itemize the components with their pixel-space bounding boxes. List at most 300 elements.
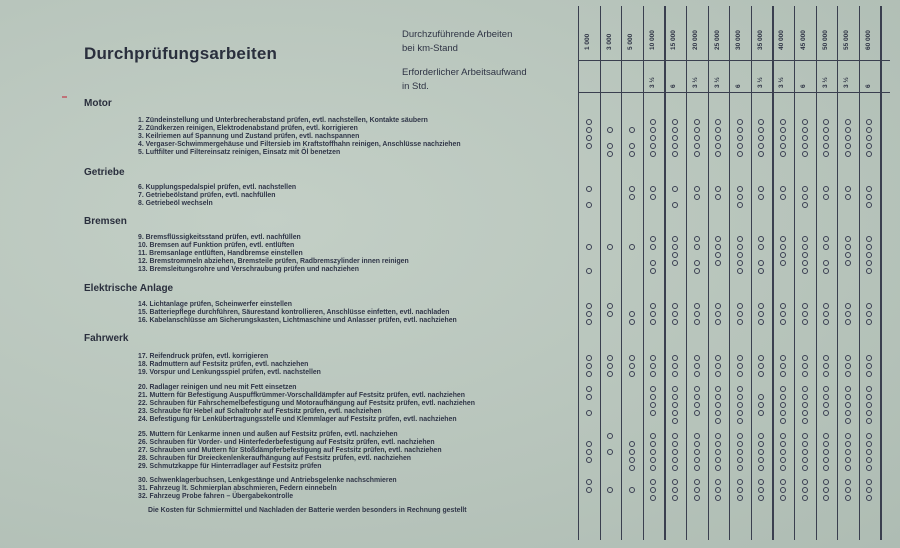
check-circle [694,495,700,501]
check-circle [823,457,829,463]
check-circle [802,236,808,242]
check-circle [758,244,764,250]
check-circle [758,394,764,400]
check-circle [672,371,678,377]
check-circle [780,135,786,141]
check-circle [672,151,678,157]
check-circle [629,457,635,463]
check-circle [845,303,851,309]
effort-value: 3 ½ [713,77,721,88]
effort-column-header [817,64,835,88]
effort-column-header [773,64,791,88]
check-circle [694,449,700,455]
km-column-header [752,20,770,50]
check-circle [607,311,613,317]
check-circle [866,441,872,447]
check-circle [758,402,764,408]
effort-column-header [579,64,597,88]
check-circle [715,127,721,133]
check-circle [607,151,613,157]
check-circle [845,465,851,471]
list-item: 19. Vorspur und Lenkungsspiel prüfen, evtl. nachstellen [138,369,321,377]
check-circle [650,449,656,455]
check-circle [758,487,764,493]
check-circle [802,418,808,424]
check-circle [866,410,872,416]
check-circle [607,371,613,377]
check-circle [672,457,678,463]
check-circle [586,449,592,455]
check-circle [823,449,829,455]
check-circle [802,363,808,369]
check-circle [758,311,764,317]
check-circle [823,441,829,447]
check-circle [866,244,872,250]
km-column-header [622,20,640,50]
check-circle [823,371,829,377]
check-circle [780,260,786,266]
check-circle [758,441,764,447]
check-circle [845,194,851,200]
check-circle [866,433,872,439]
check-circle [758,303,764,309]
check-circle [845,252,851,258]
check-circle [866,202,872,208]
check-circle [758,236,764,242]
check-circle [607,433,613,439]
check-circle [845,363,851,369]
check-circle [780,371,786,377]
effort-column-header [687,64,705,88]
effort-value: 3 ½ [778,77,786,88]
check-circle [866,236,872,242]
check-circle [823,311,829,317]
check-circle [823,319,829,325]
check-circle [780,252,786,258]
km-value: 30 000 [735,30,743,50]
list-item: 14. Lichtanlage prüfen, Scheinwerfer einstellen [138,301,292,308]
check-circle [823,143,829,149]
check-circle [629,371,635,377]
check-circle [607,127,613,133]
check-circle [737,319,743,325]
check-circle [866,303,872,309]
check-circle [715,311,721,317]
check-circle [823,487,829,493]
check-circle [650,143,656,149]
check-circle [672,495,678,501]
check-circle [694,194,700,200]
check-circle [802,135,808,141]
effort-column-header [601,64,619,88]
effort-value: 3 ½ [821,77,829,88]
check-circle [650,479,656,485]
list-item: 29. Schmutzkappe für Hinterradlager auf Festsitz prüfen [138,463,322,471]
check-circle [694,143,700,149]
check-circle [715,465,721,471]
header-line-2: bei km-Stand [402,43,458,54]
check-circle [586,355,592,361]
check-circle [737,363,743,369]
list-item: 9. Bremsflüssigkeitsstand prüfen, evtl. nachfüllen [138,234,301,241]
check-circle [780,151,786,157]
check-circle [672,186,678,192]
check-circle [823,465,829,471]
check-circle [694,186,700,192]
check-circle [650,260,656,266]
km-value: 15 000 [670,30,678,50]
check-circle [715,394,721,400]
km-column-header [795,20,813,50]
check-circle [586,386,592,392]
list-item: 8. Getriebeöl wechseln [138,200,213,208]
check-circle [802,119,808,125]
list-item: 13. Bremsleitungsrohre und Verschraubung prüfen und nachziehen [138,266,359,274]
page-title: Durchprüfungsarbeiten [84,44,278,63]
check-circle [780,465,786,471]
check-circle [866,487,872,493]
check-circle [802,143,808,149]
check-circle [629,355,635,361]
items-motor [138,117,461,157]
check-circle [672,303,678,309]
check-circle [650,303,656,309]
check-circle [823,135,829,141]
check-circle [866,386,872,392]
check-circle [629,311,635,317]
check-circle [607,449,613,455]
check-circle [672,119,678,125]
check-circle [823,244,829,250]
check-circle [823,186,829,192]
grid-line [880,6,881,540]
check-circle [737,268,743,274]
check-circle [802,433,808,439]
check-circle [694,135,700,141]
check-circle [715,363,721,369]
check-circle [866,449,872,455]
check-circle [650,236,656,242]
check-circle [780,319,786,325]
check-circle [758,495,764,501]
check-circle [845,479,851,485]
check-circle [802,194,808,200]
check-circle [607,355,613,361]
check-circle [802,410,808,416]
check-circle [845,143,851,149]
check-circle [650,441,656,447]
km-value: 20 000 [692,30,699,50]
check-circle [845,418,851,424]
list-item: 17. Reifendruck prüfen, evtl. korrigieren [138,353,269,360]
check-circle [823,303,829,309]
check-circle [650,186,656,192]
check-circle [823,410,829,416]
check-circle [780,186,786,192]
list-item: 24. Befestigung für Lenkübertragungsstelle und Klemmlager auf Festsitz prüfen, evtl. nachziehen [138,416,457,424]
effort-column-header [795,64,813,88]
check-circle [802,465,808,471]
check-circle [845,402,851,408]
items-fahrwerk-a [138,353,321,377]
check-circle [780,495,786,501]
check-circle [758,268,764,274]
check-circle [866,127,872,133]
check-circle [586,479,592,485]
check-circle [694,119,700,125]
check-circle [650,487,656,493]
check-circle [629,487,635,493]
check-circle [650,355,656,361]
check-circle [672,394,678,400]
check-circle [758,371,764,377]
check-circle [715,371,721,377]
check-circle [586,410,592,416]
check-circle [672,386,678,392]
check-circle [758,355,764,361]
check-circle [586,363,592,369]
check-circle [737,244,743,250]
check-circle [672,465,678,471]
check-circle [802,127,808,133]
check-circle [715,355,721,361]
check-circle [737,394,743,400]
list-item: 21. Muttern für Befestigung Auspuffkrümmer-Vorschalldämpfer auf Festsitz prüfen, evtl. nachziehen [138,392,465,400]
items-fahrwerk-c [138,431,442,471]
check-circle [866,457,872,463]
check-circle [780,402,786,408]
section-motor: Motor [84,98,112,109]
effort-value: 3 ½ [756,77,764,88]
check-circle [737,119,743,125]
km-column-header [644,20,662,50]
check-circle [802,252,808,258]
check-circle [737,465,743,471]
check-circle [866,143,872,149]
check-circle [802,202,808,208]
check-circle [758,465,764,471]
check-circle [758,119,764,125]
section-bremsen: Bremsen [84,216,127,227]
check-circle [694,410,700,416]
section-elektrik: Elektrische Anlage [84,283,174,294]
check-circle [586,441,592,447]
check-circle [715,319,721,325]
check-circle [866,151,872,157]
check-circle [780,479,786,485]
check-circle [737,418,743,424]
check-circle [650,119,656,125]
check-circle [737,194,743,200]
check-circle [586,303,592,309]
check-circle [586,143,592,149]
check-circle [629,127,635,133]
check-circle [780,410,786,416]
check-circle [650,402,656,408]
check-circle [737,402,743,408]
km-value: 40 000 [778,30,786,50]
list-item: 7. Getriebeölstand prüfen, evtl. nachfüllen [138,192,276,200]
check-circle [845,236,851,242]
check-circle [758,135,764,141]
check-circle [758,410,764,416]
check-circle [672,311,678,317]
items-bremsen [138,234,409,274]
list-item: 26. Schrauben für Vorder- und Hinterfederbefestigung auf Festsitz prüfen, evtl. nachziehen [138,439,435,447]
check-circle [650,268,656,274]
check-circle [650,127,656,133]
check-circle [629,186,635,192]
check-circle [650,194,656,200]
check-circle [694,151,700,157]
check-circle [672,236,678,242]
check-circle [586,135,592,141]
check-circle [586,186,592,192]
check-circle [672,143,678,149]
check-circle [694,355,700,361]
check-circle [845,127,851,133]
check-circle [694,479,700,485]
check-circle [607,363,613,369]
list-item: 2. Zündkerzen reinigen, Elektrodenabstand prüfen, evtl. korrigieren [138,125,358,133]
check-circle [845,433,851,439]
check-circle [737,386,743,392]
check-circle [672,402,678,408]
check-circle [586,394,592,400]
check-circle [866,479,872,485]
check-circle [737,236,743,242]
check-circle [823,268,829,274]
check-circle [737,441,743,447]
effort-column-header [752,64,770,88]
effort-column-header [730,64,748,88]
check-circle [694,394,700,400]
km-column-header [601,20,619,50]
check-circle [866,394,872,400]
check-circle [715,487,721,493]
check-circle [758,449,764,455]
check-circle [715,236,721,242]
check-circle [823,151,829,157]
km-value: 1 000 [584,33,591,50]
check-circle [650,386,656,392]
list-item: 23. Schraube für Hebel auf Schaltrohr auf Festsitz prüfen, evtl. nachziehen [138,408,382,416]
check-circle [866,465,872,471]
check-circle [607,487,613,493]
check-circle [737,433,743,439]
list-item: 30. Schwenklagerbuchsen, Lenkgestänge und Antriebsgelenke nachschmieren [138,477,397,484]
check-circle [866,186,872,192]
effort-value: 6 [670,84,678,88]
check-circle [586,319,592,325]
check-circle [845,457,851,463]
check-circle [758,363,764,369]
check-circle [866,252,872,258]
km-value: 35 000 [756,30,764,50]
check-circle [586,119,592,125]
check-circle [802,260,808,266]
km-column-header [709,20,727,50]
check-circle [694,386,700,392]
check-circle [845,260,851,266]
check-circle [780,433,786,439]
effort-column-header [860,64,878,88]
check-circle [650,363,656,369]
check-circle [715,433,721,439]
check-circle [715,303,721,309]
check-circle [586,487,592,493]
check-circle [586,457,592,463]
check-circle [780,119,786,125]
check-circle [866,319,872,325]
check-circle [802,487,808,493]
header-line-3: Erforderlicher Arbeitsaufwand [402,67,527,78]
check-circle [694,236,700,242]
check-circle [694,465,700,471]
check-circle [715,119,721,125]
red-mark [62,96,67,98]
check-circle [802,495,808,501]
check-circle [715,495,721,501]
list-item: 11. Bremsanlage entlüften, Handbremse einstellen [138,250,303,258]
list-item: 6. Kupplungspedalspiel prüfen, evtl. nachstellen [138,184,297,191]
check-circle [694,268,700,274]
list-item: 15. Batteriepflege durchführen, Säurestand kontrollieren, Anschlüsse einfetten, evtl. nachladen [138,309,450,317]
header-bottom-line [578,92,890,93]
list-item: 25. Muttern für Lenkarme innen und außen auf Festsitz prüfen, evtl. nachziehen [138,431,398,438]
check-circle [737,135,743,141]
check-circle [650,135,656,141]
check-circle [758,260,764,266]
check-circle [737,252,743,258]
check-circle [737,143,743,149]
section-getriebe: Getriebe [84,167,125,178]
check-circle [845,244,851,250]
check-circle [866,402,872,408]
list-item: 12. Bremstrommeln abziehen, Bremsteile prüfen, Radbremszylinder innen reinigen [138,258,409,266]
check-circle [802,394,808,400]
check-circle [866,268,872,274]
items-getriebe [138,184,296,208]
check-circle [866,363,872,369]
check-circle [866,260,872,266]
check-circle [845,319,851,325]
check-circle [650,311,656,317]
check-circle [650,465,656,471]
check-circle [715,402,721,408]
check-circle [694,433,700,439]
list-item: 10. Bremsen auf Funktion prüfen, evtl. entlüften [138,242,295,250]
check-circle [694,441,700,447]
check-circle [845,487,851,493]
check-circle [845,311,851,317]
check-circle [650,457,656,463]
check-circle [845,371,851,377]
km-value: 55 000 [843,30,851,50]
check-circle [845,386,851,392]
check-circle [758,194,764,200]
check-circle [694,244,700,250]
check-circle [845,355,851,361]
check-circle [758,151,764,157]
check-circle [758,143,764,149]
check-circle [629,441,635,447]
check-circle [780,303,786,309]
check-circle [737,457,743,463]
check-circle [629,143,635,149]
check-circle [780,487,786,493]
check-circle [823,260,829,266]
